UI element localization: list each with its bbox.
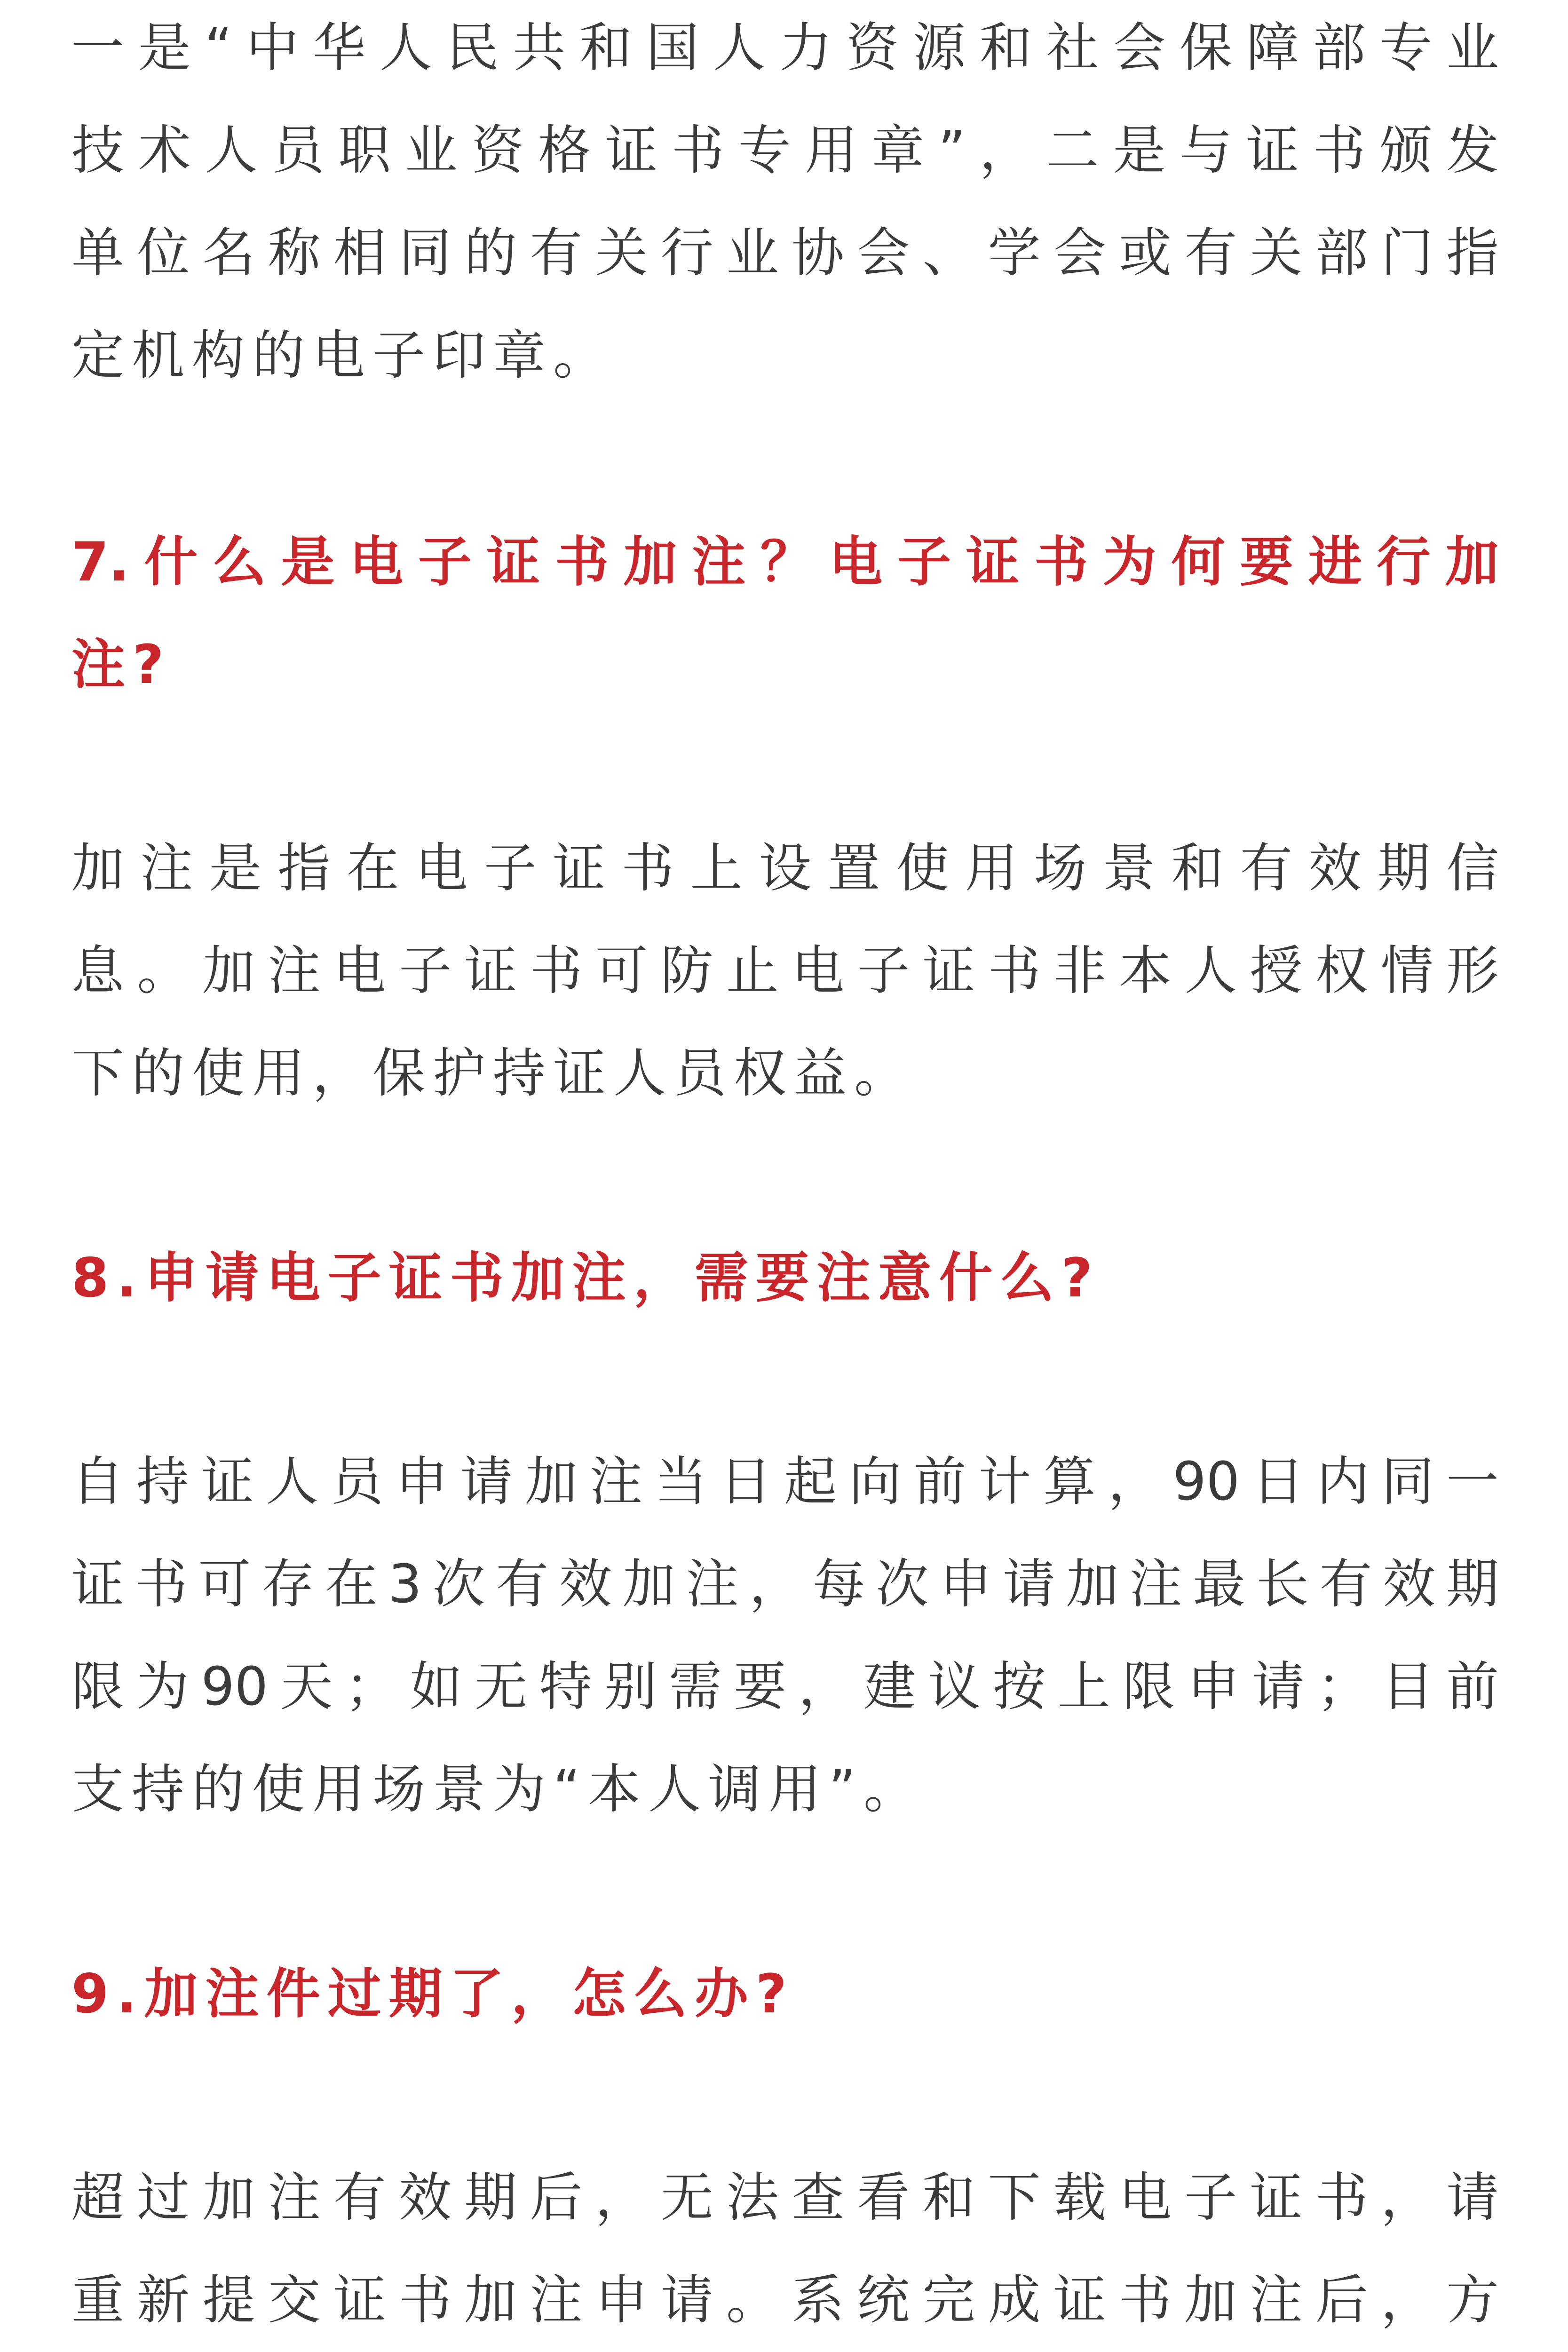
body-text-line: 下的使用，保护持证人员权益。	[71, 1043, 914, 1104]
body-text-line: 单位名称相同的有关行业协会、学会或有关部门指	[71, 222, 1499, 284]
body-text-line: 技术人员职业资格证书专用章”，二是与证书颁发	[71, 120, 1499, 181]
body-text-line: 超过加注有效期后，无法查看和下载电子证书，请	[71, 2167, 1499, 2228]
body-text-line: 证书可存在3次有效加注，每次申请加注最长有效期	[71, 1554, 1499, 1615]
body-text-line: 重新提交证书加注申请。系统完成证书加注后，方	[71, 2270, 1499, 2331]
section-heading-line: 8.申请电子证书加注，需要注意什么?	[71, 1247, 1100, 1309]
section-heading-line: 9.加注件过期了，怎么办?	[71, 1963, 794, 2025]
body-text-line: 限为90天；如无特别需要，建议按上限申请；目前	[71, 1656, 1499, 1717]
body-text-line: 支持的使用场景为“本人调用”。	[71, 1759, 924, 1820]
body-text-line: 定机构的电子印章。	[71, 325, 613, 386]
section-heading-line: 注?	[71, 633, 172, 696]
body-text-line: 一是“中华人民共和国人力资源和社会保障部专业	[71, 17, 1499, 79]
body-text-line: 加注是指在电子证书上设置使用场景和有效期信	[71, 838, 1499, 899]
section-heading-line: 7.什么是电子证书加注？电子证书为何要进行加	[71, 531, 1499, 593]
body-text-line: 自持证人员申请加注当日起向前计算，90日内同一	[71, 1451, 1499, 1512]
body-text-line: 息。加注电子证书可防止电子证书非本人授权情形	[71, 940, 1499, 1001]
